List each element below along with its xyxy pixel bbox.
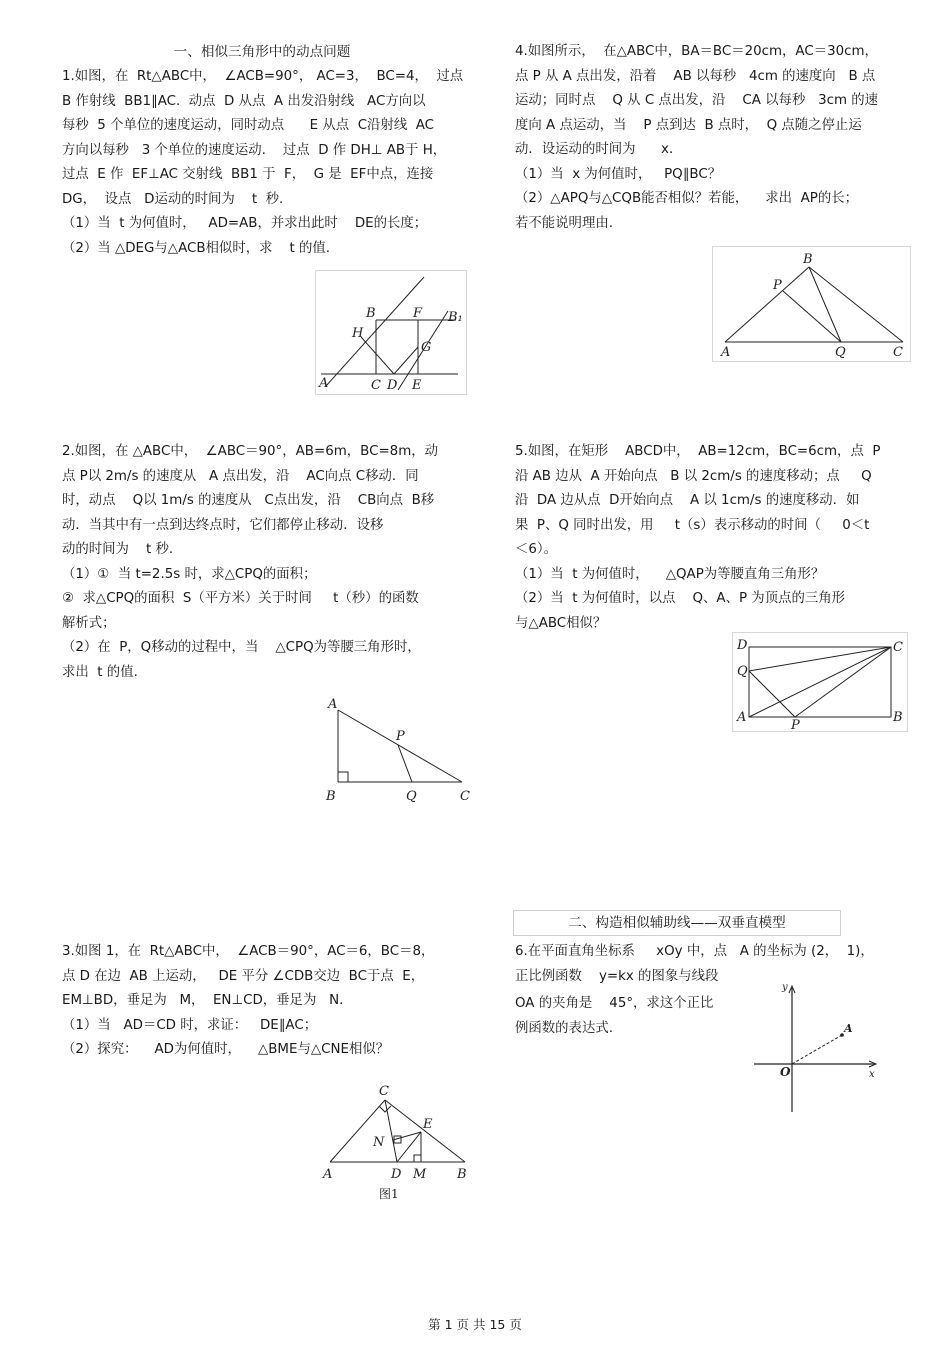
label-G: G (421, 340, 432, 355)
page-footer: 第 1 页 共 15 页 (428, 1317, 522, 1332)
problem-line: 与△ABC相似？ (515, 615, 607, 631)
problem-line: 动．设运动的时间为 x． (515, 142, 683, 157)
problem-line: OA 的夹角是 45°，求这个正比 (515, 996, 714, 1011)
label-B1: B₁ (448, 310, 463, 325)
problem-line: DG， 设点 D运动的时间为 t 秒. (62, 191, 284, 207)
label-A: A (721, 345, 731, 360)
problem-line: 3.如图 1，在 Rt△ABC中， ∠ACB＝90°，AC＝6，BC＝8， (62, 944, 435, 959)
problem-2 (62, 440, 482, 685)
label-x: x (869, 1069, 875, 1080)
problem-line: 例函数的表达式. (515, 1020, 613, 1036)
problem-line: 若不能说明理由. (515, 215, 613, 231)
problem-line: 点 P以 2m/s 的速度从 A 点出发，沿 AC向点 C移动．同 (62, 468, 419, 484)
problem-line: 2.如图，在 △ABC中， ∠ABC＝90°，AB=6m，BC=8m，动 (62, 444, 439, 459)
label-B: B (366, 306, 376, 321)
figure-problem-1 (315, 270, 467, 395)
figure-problem-2 (320, 690, 477, 810)
problem-line: 5.如图，在矩形 ABCD中， AB=12cm，BC=6cm，点 P (515, 444, 881, 459)
problem-line: （2）在 P，Q移动的过程中，当 △CPQ为等腰三角形时， (62, 640, 421, 655)
problem-line: EM⊥BD，垂足为 M， EN⊥CD，垂足为 N. (62, 993, 344, 1008)
label-N: N (373, 1135, 385, 1150)
problem-line: （2）探究： AD为何值时， △BME与△CNE相似？ (62, 1042, 390, 1057)
figure-problem-5 (732, 632, 908, 732)
problem-4 (515, 40, 915, 236)
label-M: M (413, 1167, 427, 1182)
problem-line: B 作射线 BB1∥AC. 动点 D 从点 A 出发沿射线 AC方向以 (62, 93, 426, 109)
label-A: A (323, 1167, 333, 1182)
problem-line: （1）当 t 为何值时， △QAP为等腰直角三角形？ (515, 566, 825, 582)
problem-line: 过点 E 作 EF⊥AC 交射线 BB1 于 F， G 是 EF中点，连接 (62, 167, 434, 182)
label-C: C (371, 378, 381, 393)
label-F: F (413, 306, 423, 321)
problem-line: 每秒 5 个单位的速度运动，同时动点 E 从点 C沿射线 AC (62, 118, 435, 133)
label-Q: Q (835, 345, 846, 360)
label-C: C (379, 1084, 389, 1099)
label-P: P (773, 278, 782, 293)
figure-problem-6 (752, 980, 880, 1115)
problem-line: 运动；同时点 Q 从 C 点出发，沿 CA 以每秒 3cm 的速 (515, 93, 879, 108)
figure-problem-4 (712, 246, 911, 362)
label-A: A (319, 376, 329, 391)
label-B: B (893, 710, 903, 725)
label-A: A (328, 697, 338, 712)
problem-line: （2）△APQ与△CQB能否相似？若能， 求出 AP的长； (515, 191, 858, 206)
label-E: E (423, 1117, 433, 1132)
problem-line: 4.如图所示， 在△ABC中，BA＝BC＝20cm，AC＝30cm， (515, 44, 878, 59)
problem-line: （1）当 x 为何值时， PQ∥BC？ (515, 166, 722, 182)
problem-5 (515, 440, 915, 636)
problem-line: （1）当 t 为何值时， AD=AB，并求出此时 DE的长度； (62, 216, 428, 231)
problem-line: 方向以每秒 3 个单位的速度运动. 过点 D 作 DH⊥ AB于 H， (62, 142, 447, 158)
label-D: D (387, 378, 398, 393)
problem-line: 沿 DA 边从点 D开始向点 A 以 1cm/s 的速度移动．如 (515, 493, 860, 508)
problem-line: 正比例函数 y=kx 的图象与线段 (515, 968, 719, 984)
figure-problem-3 (305, 1080, 480, 1208)
problem-line: 果 P、Q 同时出发，用 t（s）表示移动的时间（ 0＜t (515, 517, 870, 533)
label-B: B (326, 789, 336, 804)
label-P: P (791, 718, 800, 731)
label-A: A (844, 1022, 853, 1035)
label-y: y (782, 982, 788, 993)
problem-line: 点 D 在边 AB 上运动， DE 平分 ∠CDB交边 BC于点 E， (62, 968, 425, 984)
label-C: C (893, 640, 903, 655)
label-A: A (737, 710, 747, 725)
section-title: 一、相似三角形中的动点问题 (173, 44, 351, 60)
problem-3 (62, 940, 482, 1063)
label-P: P (396, 729, 405, 744)
label-H: H (352, 326, 364, 341)
problem-line: 点 P 从 A 点出发，沿着 AB 以每秒 4cm 的速度向 B 点 (515, 68, 876, 84)
problem-line: 动的时间为 t 秒. (62, 542, 174, 557)
problem-line: 6.在平面直角坐标系 xOy 中，点 A 的坐标为 (2， 1)， (515, 944, 874, 959)
figure-caption: 图1 (379, 1187, 399, 1201)
label-Q: Q (737, 664, 748, 679)
label-Q: Q (406, 789, 417, 804)
problem-line: ② 求△CPQ的面积 S（平方米）关于时间 t（秒）的函数 (62, 591, 419, 606)
label-E: E (412, 378, 422, 393)
label-C: C (460, 789, 470, 804)
problem-line: （2）当 △DEG与△ACB相似时，求 t 的值. (62, 240, 331, 256)
problem-line: （1）当 AD＝CD 时，求证： DE∥AC； (62, 1017, 318, 1033)
section-title: 二、构造相似辅助线——双垂直模型 (513, 910, 841, 936)
label-D: D (737, 638, 748, 653)
label-B: B (457, 1167, 467, 1182)
problem-line: 沿 AB 边从 A 开始向点 B 以 2cm/s 的速度移动；点 Q (515, 468, 872, 484)
label-B: B (803, 252, 813, 267)
label-C: C (893, 345, 903, 360)
problem-line: 解析式； (62, 615, 116, 631)
label-O: O (780, 1065, 791, 1079)
problem-line: 时，动点 Q以 1m/s 的速度从 C点出发，沿 CB向点 B移 (62, 493, 435, 508)
problem-line: 度向 A 点运动，当 P 点到达 B 点时， Q 点随之停止运 (515, 117, 862, 133)
problem-line: ＜6）。 (515, 542, 557, 557)
problem-line: 动．当其中有一点到达终点时，它们都停止移动．设移 (62, 517, 384, 533)
problem-1 (62, 65, 482, 261)
problem-line: 求出 t 的值. (62, 664, 138, 680)
problem-line: 1.如图，在 Rt△ABC中， ∠ACB=90°， AC=3， BC=4， 过点 (62, 69, 464, 84)
problem-line: （1）① 当 t=2.5s 时，求△CPQ的面积； (62, 566, 317, 582)
problem-line: （2）当 t 为何值时，以点 Q、A、P 为顶点的三角形 (515, 591, 846, 606)
label-D: D (391, 1167, 402, 1182)
